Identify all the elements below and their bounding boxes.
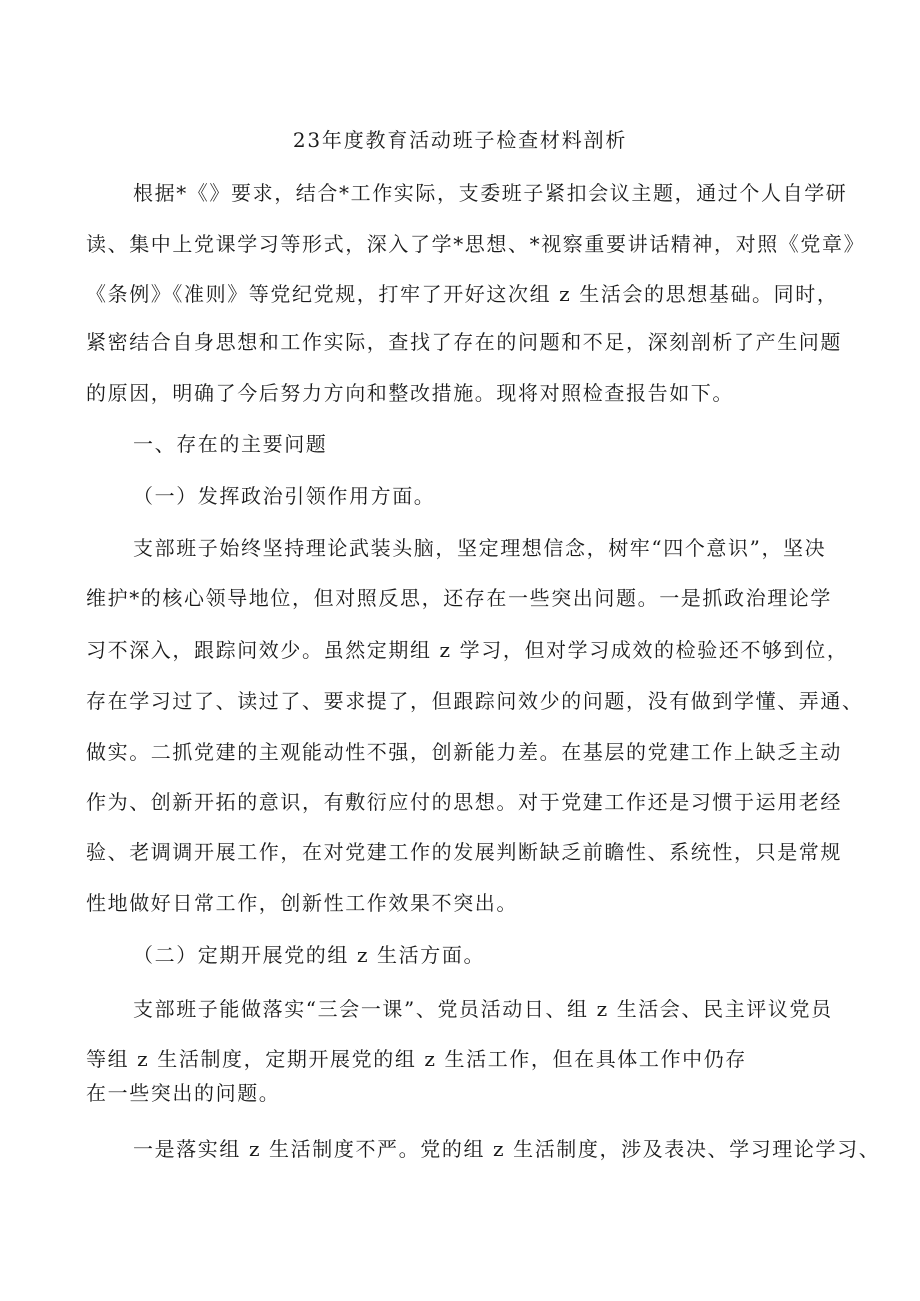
text-line: 紧密结合自身思想和工作实际，查找了存在的问题和不足，深刻剖析了产生问题 [86,330,842,354]
document-title: 23年度教育活动班子检查材料剖析 [292,128,628,152]
text-line: 一是落实组 z 生活制度不严。党的组 z 生活制度，涉及表决、学习理论学习、 [133,1137,881,1161]
subsection-heading: （二）定期开展党的组 z 生活方面。 [133,943,486,967]
text-line: 等组 z 生活制度，定期开展党的组 z 生活工作，但在具体工作中仍存 [86,1047,747,1071]
text-line: 《条例》《准则》等党纪党规，打牢了开好这次组 z 生活会的思想基础。同时， [86,282,839,306]
text-line: 读、集中上党课学习等形式，深入了学*思想、*视察重要讲话精神，对照《党章》 [86,232,866,256]
text-line: 根据*《》要求，结合*工作实际，支委班子紧扣会议主题，通过个人自学研 [133,181,848,205]
text-line: 支部班子始终坚持理论武装头脑，坚定理想信念，树牢“四个意识”，坚决 [133,536,827,560]
subsection-heading: （一）发挥政治引领作用方面。 [133,484,436,508]
text-line: 支部班子能做落实“三会一课”、党员活动日、组 z 生活会、民主评议党员 [133,997,833,1021]
text-line: 做实。二抓党建的主观能动性不强，创新能力差。在基层的党建工作上缺乏主动 [86,740,842,764]
text-line: 存在学习过了、读过了、要求提了，但跟踪问效少的问题，没有做到学懂、弄通、 [86,689,864,713]
text-line: 性地做好日常工作，创新性工作效果不突出。 [86,891,518,915]
text-line: 维护*的核心领导地位，但对照反思，还存在一些突出问题。一是抓政治理论学 [86,586,832,610]
text-line: 的原因，明确了今后努力方向和整改措施。现将对照检查报告如下。 [86,381,734,405]
section-heading: 一、存在的主要问题 [133,432,328,456]
text-line: 验、老调调开展工作，在对党建工作的发展判断缺乏前瞻性、系统性，只是常规 [86,840,842,864]
text-line: 在一些突出的问题。 [86,1081,281,1105]
text-line: 习不深入，跟踪问效少。虽然定期组 z 学习，但对学习成效的检验还不够到位， [86,638,849,662]
text-line: 作为、创新开拓的意识，有敷衍应付的思想。对于党建工作还是习惯于运用老经 [86,790,842,814]
